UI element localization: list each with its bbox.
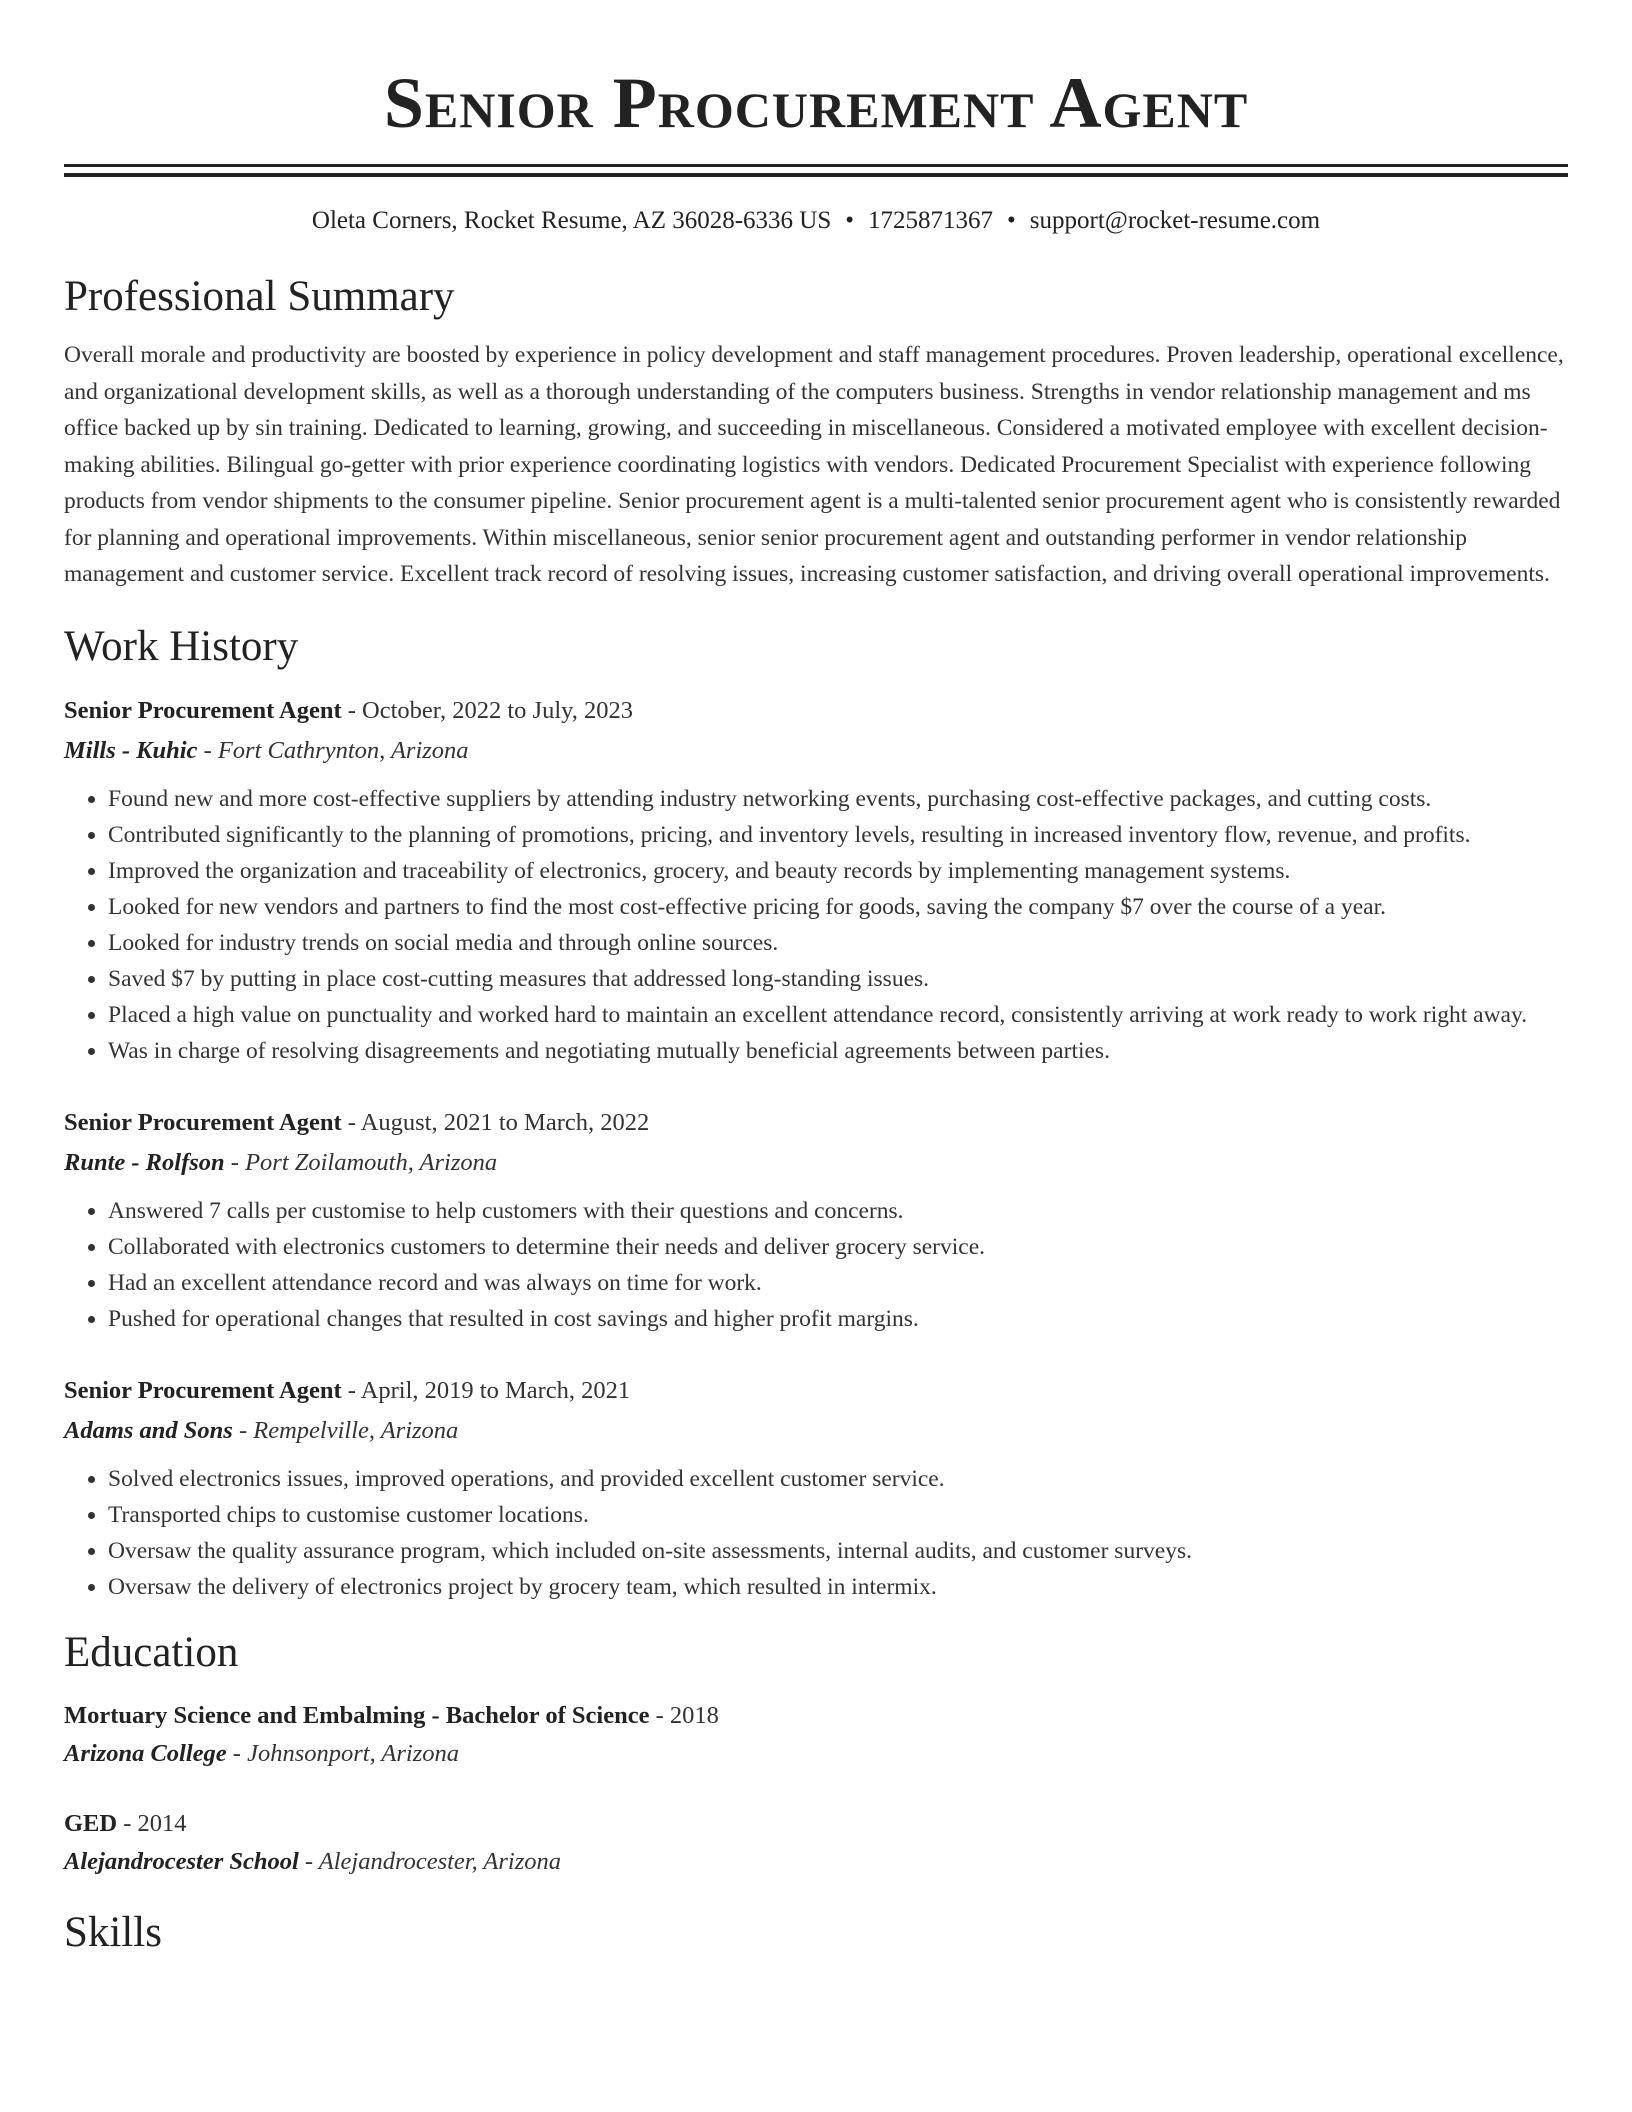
job-header: [64, 691, 1568, 731]
job-bullet: • Oversaw the delivery of electronics project by grocery team, which resulted in intermix.: [108, 1569, 1568, 1605]
job-company: Runte - Rolfson: [64, 1148, 225, 1176]
title-divider-bottom: [64, 173, 1568, 177]
job-title: Senior Procurement Agent: [64, 1108, 342, 1136]
job-location: - Port Zoilamouth, Arizona: [224, 1148, 498, 1176]
education-degree: Mortuary Science and Embalming - Bachelor of Science: [64, 1701, 650, 1729]
job-entry: [64, 1103, 1568, 1337]
job-location: - Rempelville, Arizona: [232, 1416, 459, 1444]
job-bullet: • Placed a high value on punctuality and worked hard to maintain an excellent attendance record, consistently arriving at work ready to work right away.: [108, 997, 1568, 1033]
education-school-line: [64, 1735, 1568, 1773]
skills-heading: Skills: [64, 1908, 162, 1956]
contact-line: [64, 205, 1568, 237]
title-divider-top: [64, 164, 1568, 167]
job-bullets: [64, 1461, 1568, 1605]
job-entry: [64, 1371, 1568, 1605]
job-bullet: • Transported chips to customise customer locations.: [108, 1497, 1568, 1533]
contact-separator: •: [845, 207, 855, 234]
job-bullet: • Improved the organization and traceability of electronics, grocery, and beauty records by implementing management systems.: [108, 853, 1568, 889]
contact-email: support@rocket-resume.com: [1029, 207, 1321, 234]
job-location: - Fort Cathrynton, Arizona: [197, 736, 469, 764]
summary-text: Overall morale and productivity are boosted by experience in policy development and staff management procedures. Proven leadership, operational excellence, and organizational development skills, as well as a thorough understanding of the computers business. Strengths in vendor relationship management and ms office backed up by sin training. Dedicated to learning, growing, and succeeding in miscellaneous. Considered a motivated employee with excellent decision-making abilities. Bilingual go-getter with prior experience coordinating logistics with vendors. Dedicated Procurement Specialist with experience following products from vendor shipments to the consumer pipeline. Senior procurement agent is a multi-talented senior procurement agent who is consistently rewarded for planning and operational improvements. Within miscellaneous, senior senior procurement agent and outstanding performer in vendor relationship management and customer service. Excellent track record of resolving issues, increasing customer satisfaction, and driving overall operational improvements.: [64, 342, 1564, 587]
job-bullet: • Answered 7 calls per customise to help customers with their questions and concerns.: [108, 1193, 1568, 1229]
education-school-line: [64, 1843, 1568, 1881]
job-bullet: • Pushed for operational changes that resulted in cost savings and higher profit margins.: [108, 1301, 1568, 1337]
job-title: Senior Procurement Agent: [64, 1376, 342, 1404]
education-location: - Alejandrocester, Arizona: [298, 1847, 562, 1875]
job-bullet: • Collaborated with electronics customers to determine their needs and deliver grocery service.: [108, 1229, 1568, 1265]
education-location: - Johnsonport, Arizona: [226, 1739, 459, 1767]
job-bullet: • Had an excellent attendance record and was always on time for work.: [108, 1265, 1568, 1301]
contact-separator: •: [1007, 207, 1016, 234]
contact-address: Oleta Corners, Rocket Resume, AZ 36028-6336 US: [311, 207, 832, 234]
education-entry: [64, 1805, 1568, 1881]
job-bullet: • Solved electronics issues, improved operations, and provided excellent customer service.: [108, 1461, 1568, 1497]
job-dates: - April, 2019 to March, 2021: [341, 1376, 631, 1404]
job-company-line: [64, 1143, 1568, 1183]
job-company: Adams and Sons: [64, 1416, 233, 1444]
job-company-line: [64, 731, 1568, 771]
education-heading: Education: [64, 1628, 239, 1676]
job-bullets: [64, 1193, 1568, 1337]
job-header: [64, 1371, 1568, 1411]
job-bullet: • Saved $7 by putting in place cost-cutting measures that addressed long-standing issues.: [108, 961, 1568, 997]
summary-heading: Professional Summary: [64, 273, 455, 320]
education-header: [64, 1805, 1568, 1843]
contact-phone: 1725871367: [868, 207, 994, 234]
job-dates: - October, 2022 to July, 2023: [341, 696, 634, 724]
job-bullet: • Looked for industry trends on social media and through online sources.: [108, 925, 1568, 961]
job-entry: [64, 691, 1568, 1069]
resume-title: Senior Procurement Agent: [383, 63, 1249, 143]
job-bullet: • Contributed significantly to the planning of promotions, pricing, and inventory levels, resulting in increased inventory flow, revenue, and profits.: [108, 817, 1568, 853]
job-company-line: [64, 1411, 1568, 1451]
education-header: [64, 1697, 1568, 1735]
job-bullet: • Oversaw the quality assurance program, which included on-site assessments, internal audits, and customer surveys.: [108, 1533, 1568, 1569]
job-title: Senior Procurement Agent: [64, 696, 342, 724]
education-school: Arizona College: [64, 1739, 227, 1767]
job-bullet: • Found new and more cost-effective suppliers by attending industry networking events, purchasing cost-effective packages, and cutting costs.: [108, 781, 1568, 817]
job-header: [64, 1103, 1568, 1143]
job-bullets: [64, 781, 1568, 1069]
education-year: - 2014: [117, 1809, 187, 1837]
job-company: Mills - Kuhic: [64, 736, 198, 764]
work-history-heading: Work History: [64, 622, 299, 670]
education-school: Alejandrocester School: [64, 1847, 299, 1875]
job-bullet: • Looked for new vendors and partners to find the most cost-effective pricing for goods, saving the company $7 over the course of a year.: [108, 889, 1568, 925]
job-dates: - August, 2021 to March, 2022: [341, 1108, 650, 1136]
job-bullet: • Was in charge of resolving disagreements and negotiating mutually beneficial agreements between parties.: [108, 1033, 1568, 1069]
education-entry: [64, 1697, 1568, 1773]
education-degree: GED: [64, 1809, 118, 1837]
education-year: - 2018: [649, 1701, 719, 1729]
